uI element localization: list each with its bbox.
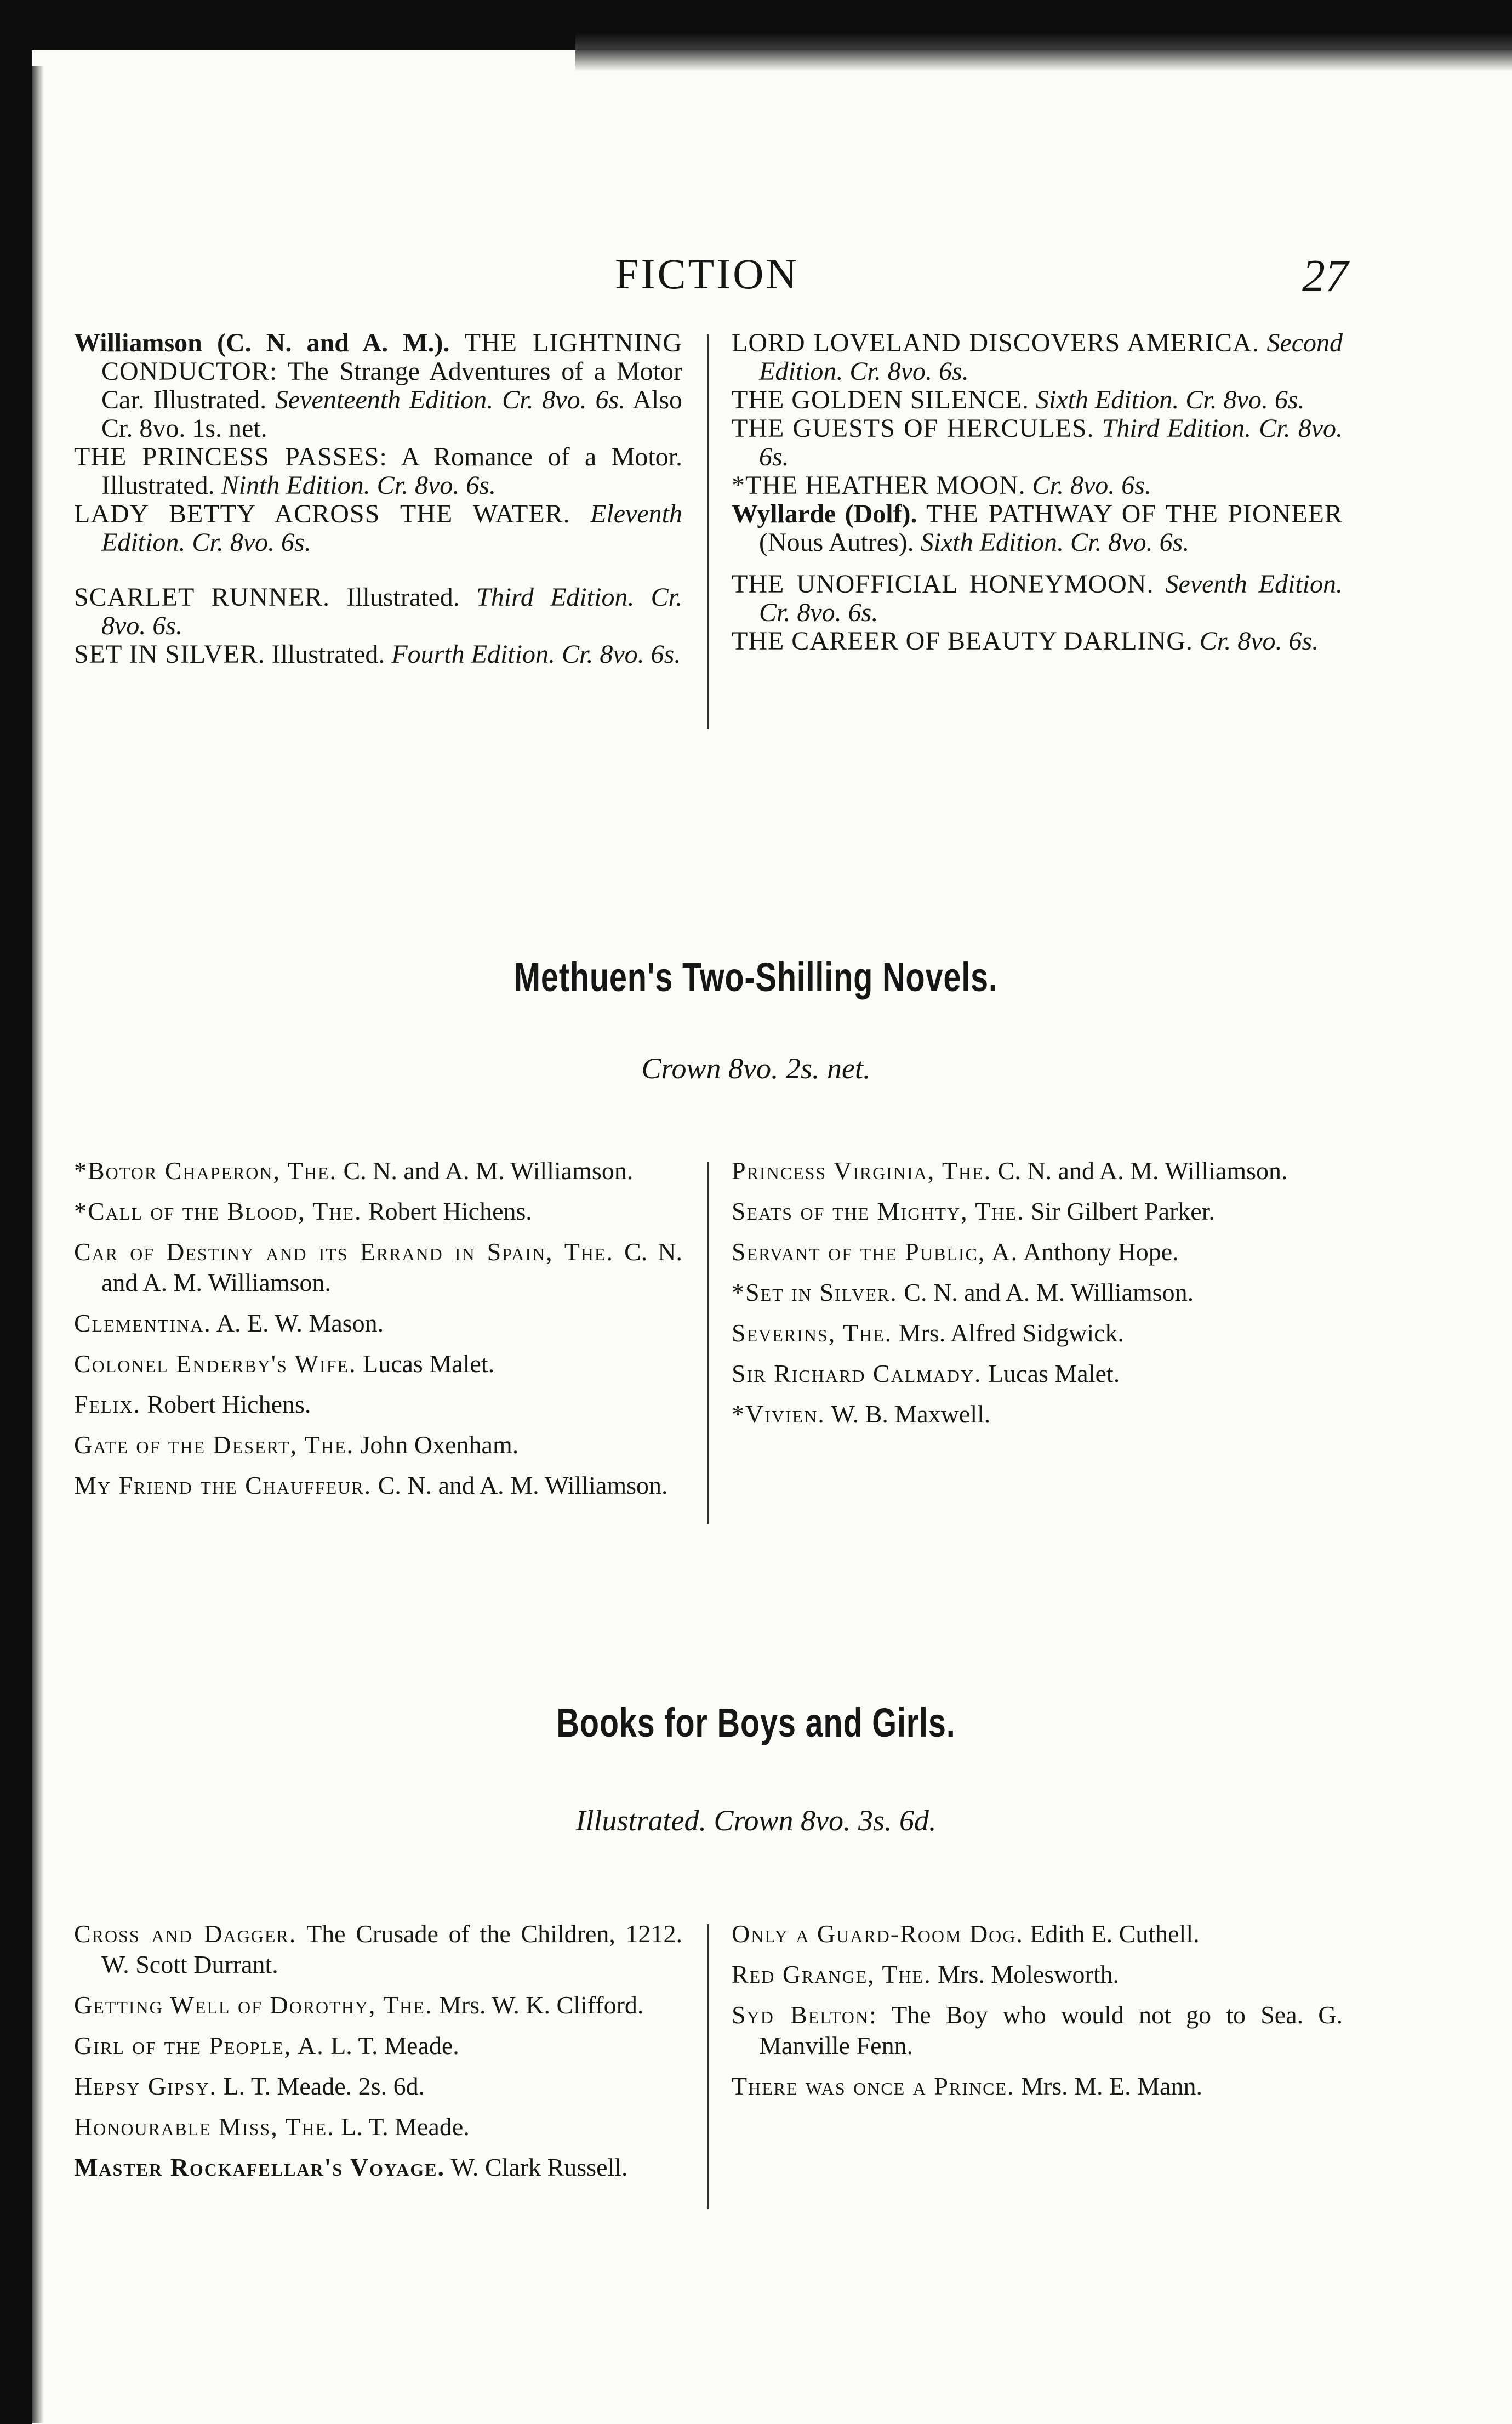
list-item: Master Rockafellar's Voyage. W. Clark Russell. — [74, 2153, 628, 2181]
fiction-entry: Wyllarde (Dolf). THE PATHWAY OF THE PIONEER (Nous Autres). Sixth Edition. Cr. 8vo. 6s. — [732, 499, 1343, 557]
fiction-entry: THE UNOFFICIAL HONEYMOON. Seventh Edition. Cr. 8vo. 6s. — [732, 570, 1343, 627]
list-item: *Botor Chaperon, The. C. N. and A. M. Williamson. — [74, 1157, 634, 1185]
list-item: Clementina. A. E. W. Mason. — [74, 1309, 384, 1337]
fiction-left-column — [74, 329, 682, 669]
list-item: My Friend the Chauffeur. C. N. and A. M. Williamson. — [74, 1471, 668, 1499]
fiction-column-divider — [707, 334, 709, 729]
page-number: 27 — [1302, 251, 1348, 301]
boys-right-column — [732, 1919, 1343, 2112]
boys-column-divider — [707, 1924, 709, 2209]
list-item: Sir Richard Calmady. Lucas Malet. — [732, 1359, 1120, 1387]
fiction-entry: LORD LOVELAND DISCOVERS AMERICA. Second Edition. Cr. 8vo. 6s. — [732, 328, 1343, 386]
section-subheading: Crown 8vo. 2s. net. — [641, 1052, 871, 1085]
fiction-entry: THE PRINCESS PASSES: A Romance of a Motor. Illustrated. Ninth Edition. Cr. 8vo. 6s. — [74, 442, 682, 500]
list-item: Getting Well of Dorothy, The. Mrs. W. K. Clifford. — [74, 1991, 644, 2019]
fiction-entry: LADY BETTY ACROSS THE WATER. Eleventh Edition. Cr. 8vo. 6s. — [74, 499, 683, 557]
section-heading: Books for Boys and Girls. — [556, 1700, 956, 1745]
fiction-entry: SCARLET RUNNER. Illustrated. Third Edition. Cr. 8vo. 6s. — [74, 583, 683, 640]
list-item: Syd Belton: The Boy who would not go to Sea. G. Manville Fenn. — [732, 2001, 1343, 2059]
fiction-entry: THE GOLDEN SILENCE. Sixth Edition. Cr. 8vo. 6s. — [732, 385, 1305, 414]
list-item: There was once a Prince. Mrs. M. E. Mann. — [732, 2072, 1202, 2100]
list-item: Only a Guard-Room Dog. Edith E. Cuthell. — [732, 1920, 1200, 1948]
scan-left-shadow — [32, 66, 44, 2423]
boys-left-column — [74, 1919, 682, 2193]
list-item: Princess Virginia, The. C. N. and A. M. Williamson. — [732, 1157, 1288, 1185]
section-subheading: Illustrated. Crown 8vo. 3s. 6d. — [575, 1804, 937, 1837]
list-item: Gate of the Desert, The. John Oxenham. — [74, 1431, 519, 1459]
fiction-right-column — [732, 329, 1343, 656]
list-item: *Set in Silver. C. N. and A. M. Williamson. — [732, 1278, 1194, 1306]
list-item: Girl of the People, A. L. T. Meade. — [74, 2032, 459, 2059]
list-item: Hepsy Gipsy. L. T. Meade. 2s. 6d. — [74, 2072, 425, 2100]
fiction-entry: SET IN SILVER. Illustrated. Fourth Edition. Cr. 8vo. 6s. — [74, 640, 681, 669]
scan-left-border — [0, 0, 32, 2424]
fiction-entry: Williamson (C. N. and A. M.). THE LIGHTNING CONDUCTOR: The Strange Adventures of a Motor Car. Illustrated. Seventeenth Edition. Cr. 8vo. 6s. Also Cr. 8vo. 1s. net. — [74, 328, 683, 443]
list-item: Severins, The. Mrs. Alfred Sidgwick. — [732, 1319, 1125, 1347]
list-item: *Call of the Blood, The. Robert Hichens. — [74, 1197, 532, 1225]
list-item: Cross and Dagger. The Crusade of the Children, 1212. W. Scott Durrant. — [74, 1920, 682, 1978]
list-item: Servant of the Public, A. Anthony Hope. — [732, 1238, 1179, 1266]
list-item: Seats of the Mighty, The. Sir Gilbert Parker. — [732, 1197, 1216, 1225]
fiction-entry: THE CAREER OF BEAUTY DARLING. Cr. 8vo. 6s. — [732, 627, 1319, 656]
running-head — [0, 249, 1512, 304]
fiction-entry: THE GUESTS OF HERCULES. Third Edition. Cr. 8vo. 6s. — [732, 414, 1343, 471]
list-item: Car of Destiny and its Errand in Spain, The. C. N. and A. M. Williamson. — [74, 1238, 682, 1296]
fiction-entry: *THE HEATHER MOON. Cr. 8vo. 6s. — [732, 471, 1151, 500]
novels-column-divider — [707, 1162, 709, 1524]
list-item: *Vivien. W. B. Maxwell. — [732, 1400, 991, 1428]
list-item: Colonel Enderby's Wife. Lucas Malet. — [74, 1350, 495, 1378]
list-item: Red Grange, The. Mrs. Molesworth. — [732, 1960, 1120, 1988]
novels-right-column — [732, 1156, 1343, 1439]
list-item: Honourable Miss, The. L. T. Meade. — [74, 2113, 470, 2141]
novels-left-column — [74, 1156, 682, 1511]
page-title: FICTION — [615, 250, 799, 298]
list-item: Felix. Robert Hichens. — [74, 1390, 311, 1418]
section-heading: Methuen's Two-Shilling Novels. — [514, 954, 998, 1000]
scan-top-shadow — [575, 33, 1512, 71]
